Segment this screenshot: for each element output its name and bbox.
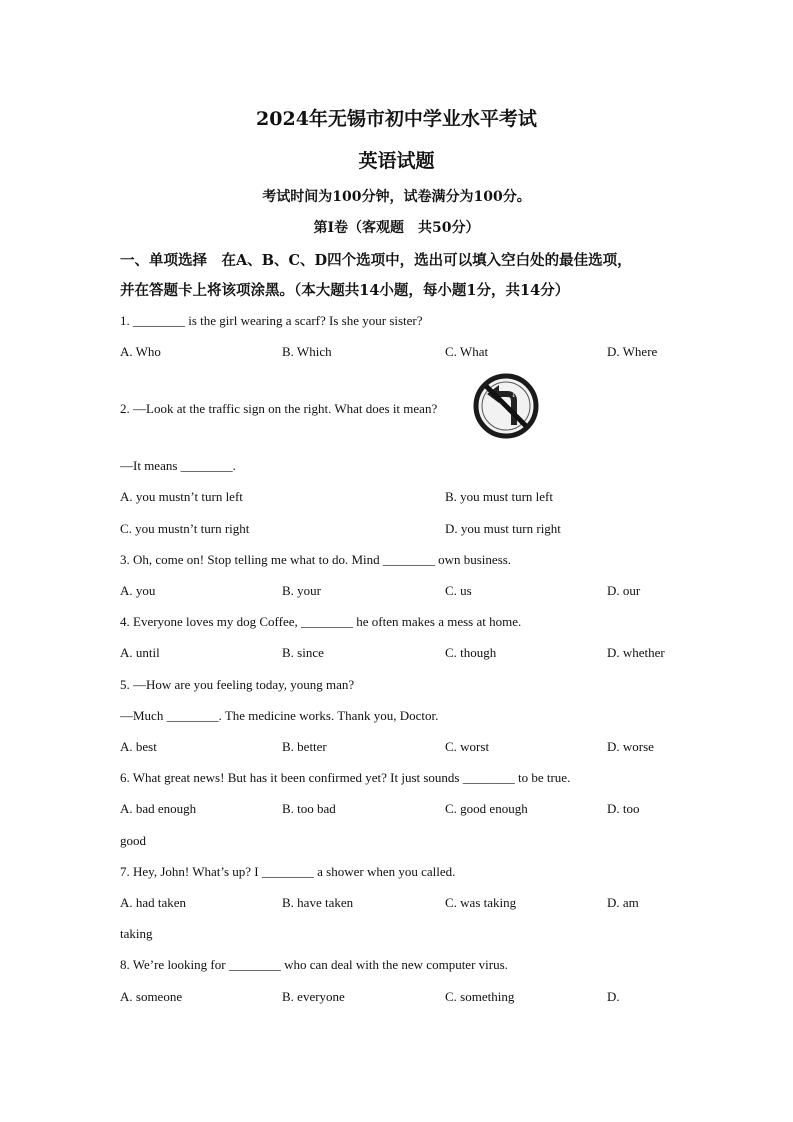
question-2-text: 2. —Look at the traffic sign on the right. What does it mean? — [120, 401, 438, 416]
question-3-option-b: B. your — [282, 583, 321, 598]
question-8-option-d: D. — [607, 989, 620, 1004]
question-7-option-d: D. am — [607, 895, 639, 910]
question-4-option-d: D. whether — [607, 645, 665, 660]
question-1-option-c: C. What — [445, 344, 489, 359]
svg-text:↓: ↓ — [511, 392, 517, 399]
question-6-option-c: C. good enough — [445, 801, 528, 816]
question-8-option-b: B. everyone — [282, 989, 345, 1004]
question-6-option-a: A. bad enough — [120, 801, 197, 816]
question-4-option-b: B. since — [282, 645, 324, 660]
question-5-option-b: B. better — [282, 739, 327, 754]
section-instruction-line-2: 并在答题卡上将该项涂黑。（本大题共14小题，每小题1分，共14分） — [120, 282, 570, 299]
question-7-text: 7. Hey, John! What’s up? I ________ a shower when you called. — [120, 864, 456, 879]
question-2-option-d: D. you must turn right — [445, 521, 561, 536]
question-1-option-a: A. Who — [120, 344, 161, 359]
question-4-text: 4. Everyone loves my dog Coffee, ________ he often makes a mess at home. — [120, 614, 522, 629]
question-7-option-d-wrap: taking — [120, 926, 153, 941]
exam-title: 2024年无锡市初中学业水平考试 — [256, 108, 537, 130]
question-6-option-d: D. too — [607, 801, 640, 816]
question-5-response: —Much ________. The medicine works. Thank you, Doctor. — [120, 708, 439, 723]
question-8-option-a: A. someone — [120, 989, 183, 1004]
question-1-option-d: D. Where — [607, 344, 658, 359]
question-4-option-c: C. though — [445, 645, 497, 660]
exam-info: 考试时间为100分钟，试卷满分为100分。 — [262, 189, 531, 205]
question-2-response: —It means ________. — [120, 458, 236, 473]
question-1-text: 1. ________ is the girl wearing a scarf? Is she your sister? — [120, 313, 423, 328]
question-2-option-c: C. you mustn’t turn right — [120, 521, 250, 536]
question-5-option-a: A. best — [120, 739, 157, 754]
question-4-option-a: A. until — [120, 645, 160, 660]
question-6-option-b: B. too bad — [282, 801, 336, 816]
no-left-turn-sign-icon — [472, 373, 540, 439]
question-3-option-d: D. our — [607, 583, 641, 598]
question-7-option-a: A. had taken — [120, 895, 187, 910]
question-8-text: 8. We’re looking for ________ who can deal with the new computer virus. — [120, 957, 508, 972]
exam-subject: 英语试题 — [358, 150, 435, 172]
question-3-text: 3. Oh, come on! Stop telling me what to do. Mind ________ own business. — [120, 552, 512, 567]
question-2-option-a: A. you mustn’t turn left — [120, 489, 243, 504]
part-heading: 第I卷（客观题 共50分） — [313, 220, 480, 236]
question-7-option-b: B. have taken — [282, 895, 354, 910]
question-5-text: 5. —How are you feeling today, young man? — [120, 677, 355, 692]
question-1-option-b: B. Which — [282, 344, 332, 359]
section-instruction-line-1: 一、单项选择 在A、B、C、D四个选项中，选出可以填入空白处的最佳选项， — [120, 252, 632, 269]
question-7-option-c: C. was taking — [445, 895, 517, 910]
question-5-option-c: C. worst — [445, 739, 490, 754]
question-2-option-b: B. you must turn left — [445, 489, 553, 504]
question-6-text: 6. What great news! But has it been confirmed yet? It just sounds ________ to be true. — [120, 770, 571, 785]
question-8-option-c: C. something — [445, 989, 515, 1004]
question-3-option-a: A. you — [120, 583, 156, 598]
question-5-option-d: D. worse — [607, 739, 654, 754]
question-3-option-c: C. us — [445, 583, 472, 598]
question-6-option-d-wrap: good — [120, 833, 146, 848]
